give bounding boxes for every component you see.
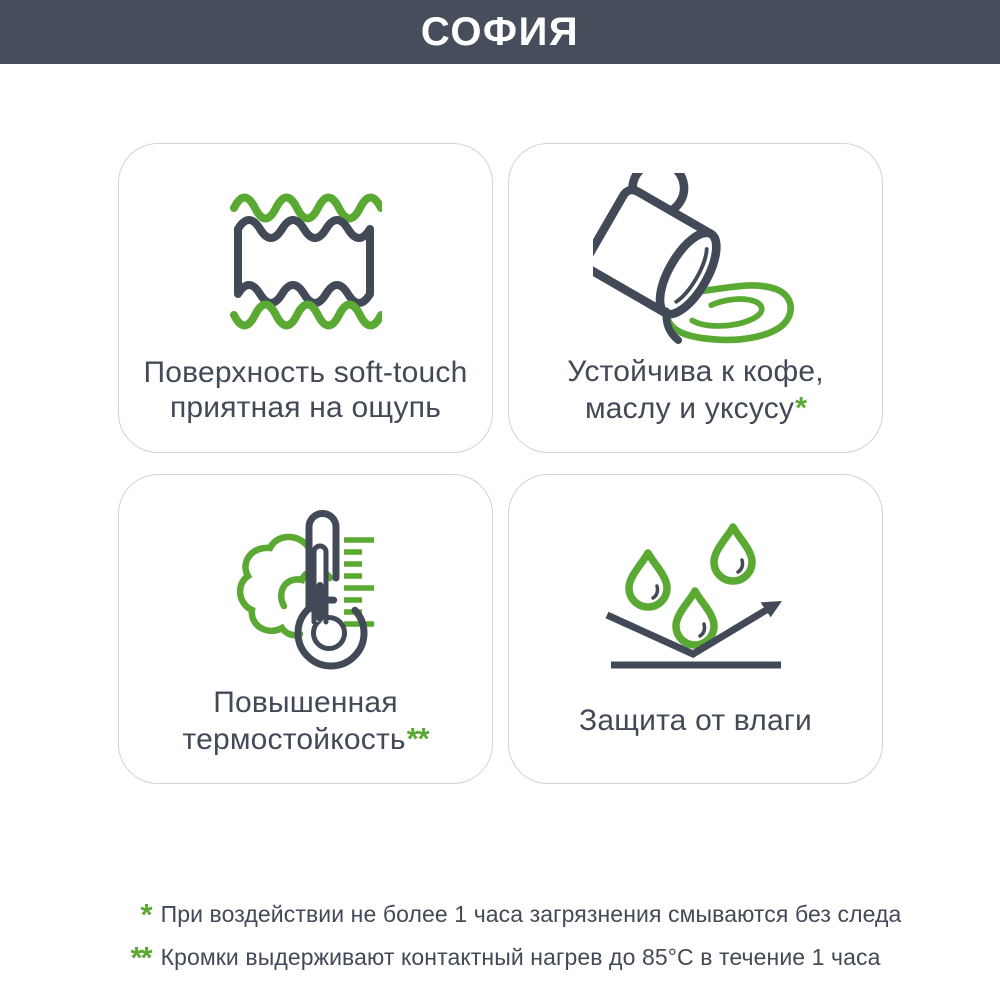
caption-line: маслу и уксусу* xyxy=(584,390,807,425)
feature-caption xyxy=(144,352,468,428)
caption-line: приятная на ощупь xyxy=(169,391,442,424)
footnote-text: При воздействии не более 1 часа загрязнения смываются без следа xyxy=(160,901,902,927)
feature-card-moisture-protection xyxy=(508,474,883,784)
product-title: СОФИЯ xyxy=(420,10,580,54)
feature-caption xyxy=(567,352,824,428)
soft-touch-surface-icon xyxy=(230,170,382,352)
feature-card-soft-touch xyxy=(118,143,493,453)
caption-line: термостойкость** xyxy=(182,721,429,756)
footnote-row xyxy=(99,896,902,932)
footnote-text: Кромки выдерживают контактный нагрев до 85°С в течение 1 часа xyxy=(160,944,881,970)
feature-card-heat-resistant xyxy=(118,474,493,784)
footnote-marker-ref: ** xyxy=(406,721,429,756)
thermometer-icon xyxy=(226,501,386,683)
caption-line: Устойчива к кофе, xyxy=(567,355,824,389)
spilled-cup-icon xyxy=(593,170,798,352)
footnote-marker: * xyxy=(140,897,151,932)
footnote-row xyxy=(99,939,902,975)
feature-card-stain-resistant xyxy=(508,143,883,453)
caption-line: Защита от влаги xyxy=(579,704,812,738)
footnote-marker-ref: * xyxy=(795,390,807,425)
water-drops-icon xyxy=(603,501,788,683)
feature-card-grid xyxy=(118,143,883,784)
caption-line: Повышенная xyxy=(213,686,398,720)
product-title-banner xyxy=(0,0,1000,64)
feature-caption xyxy=(579,683,812,759)
footnotes xyxy=(99,896,902,982)
caption-line: Поверхность soft-touch xyxy=(143,355,468,389)
feature-caption xyxy=(182,683,428,759)
footnote-marker: ** xyxy=(130,940,151,975)
